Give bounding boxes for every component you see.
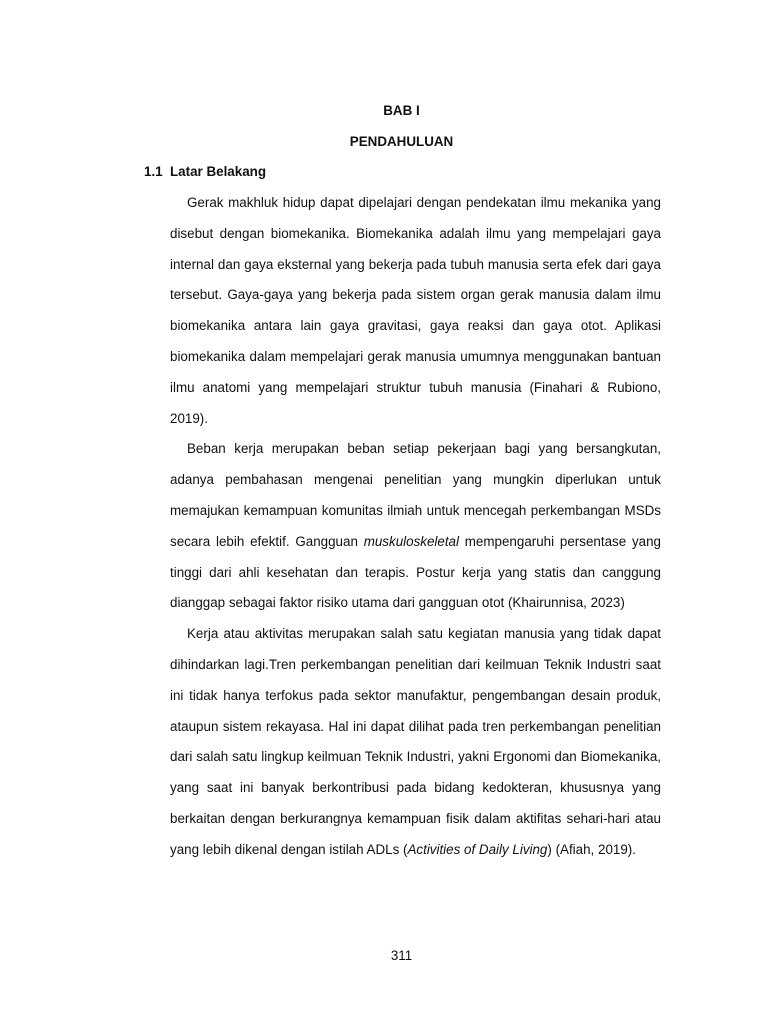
section-heading	[144, 164, 266, 179]
paragraph-2	[170, 434, 661, 619]
paragraph-2-italic-term: muskuloskeletal	[363, 533, 459, 549]
chapter-label: BAB I	[383, 103, 420, 118]
paragraph-3-text-a: Kerja atau aktivitas merupakan salah satu kegiatan manusia yang tidak dapat dihindarkan lagi.Tren perkembangan penelitian dari keilmuan Teknik Industri saat ini tidak hanya terfokus pada sektor manufaktur, pengembangan desain produk, ataupun sistem rekayasa. Hal ini dapat dilihat pada tren perkembangan penelitian dari salah satu lingkup keilmuan Teknik Industri, yakni Ergonomi dan Biomekanika, yang saat ini banyak berkontribusi pada bidang kedokteran, khususnya yang berkaitan dengan berkurangnya kemampuan fisik dalam aktifitas sehari-hari atau yang lebih dikenal dengan istilah ADLs (	[170, 626, 661, 857]
section-title: Latar Belakang	[170, 164, 267, 179]
chapter-title: PENDAHULUAN	[349, 134, 454, 149]
paragraph-3-text-b: ) (Afiah, 2019).	[547, 841, 636, 857]
paragraph-2-text-a: Beban kerja merupakan beban setiap pekerjaan bagi yang bersangkutan, adanya pembahasan mengenai penelitian yang mungkin diperlukan untuk memajukan kemampuan komunitas ilmiah untuk mencegah perkembangan MSDs secara lebih efektif. Gangguan	[170, 441, 661, 549]
page-number: 311	[390, 948, 413, 963]
paragraph-1-text: Gerak makhluk hidup dapat dipelajari dengan pendekatan ilmu mekanika yang disebut dengan biomekanika. Biomekanika adalah ilmu yang mempelajari gaya internal dan gaya eksternal yang bekerja pada tubuh manusia serta efek dari gaya tersebut. Gaya-gaya yang bekerja pada sistem organ gerak manusia dalam ilmu biomekanika antara lain gaya gravitasi, gaya reaksi dan gaya otot. Aplikasi biomekanika dalam mempelajari gerak manusia umumnya menggunakan bantuan ilmu anatomi yang mempelajari struktur tubuh manusia (Finahari & Rubiono, 2019).	[170, 195, 661, 426]
paragraph-3	[170, 619, 661, 865]
body-text	[170, 188, 661, 866]
paragraph-3-italic-term: Activities of Daily Living	[407, 841, 548, 857]
paragraph-2-text-b: mempengaruhi persentase yang tinggi dari ahli kesehatan dan terapis. Postur kerja yang statis dan canggung dianggap sebagai faktor risiko utama dari gangguan otot (Khairunnisa, 2023)	[170, 533, 661, 611]
section-number: 1.1	[144, 164, 163, 179]
paragraph-1	[170, 188, 661, 434]
